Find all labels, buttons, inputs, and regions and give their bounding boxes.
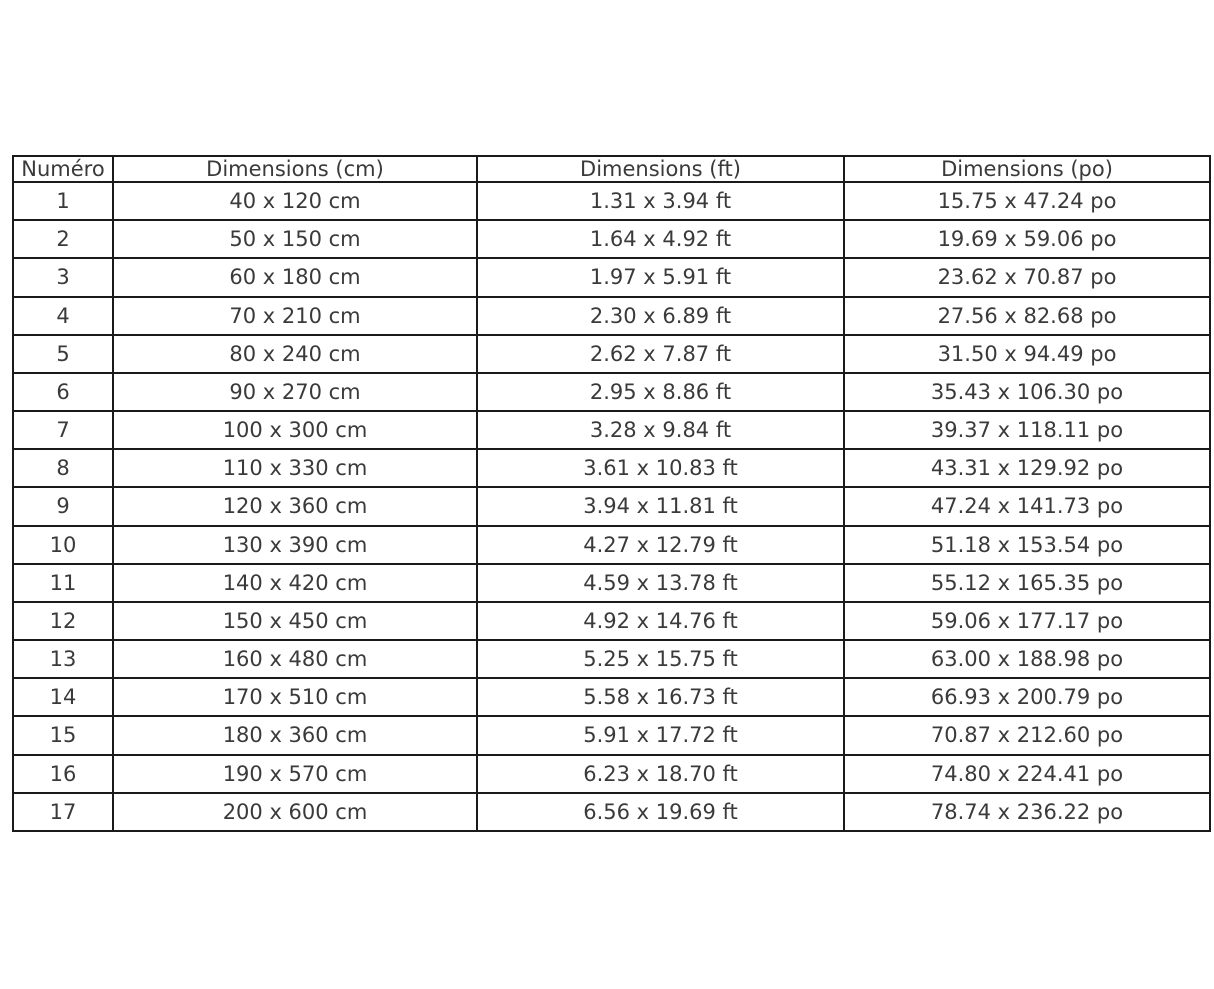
table-cell: 4 [13,297,113,335]
table-cell: 1 [13,182,113,220]
table-cell: 59.06 x 177.17 po [844,602,1210,640]
table-cell: 17 [13,793,113,831]
table-cell: 70.87 x 212.60 po [844,716,1210,754]
table-row [13,793,1210,831]
table-row [13,335,1210,373]
header-cell: Dimensions (po) [844,156,1210,182]
table-cell: 15 [13,716,113,754]
table-cell: 100 x 300 cm [113,411,477,449]
table-cell: 200 x 600 cm [113,793,477,831]
table-cell: 6.23 x 18.70 ft [477,755,844,793]
table-cell: 3.94 x 11.81 ft [477,487,844,525]
table-row [13,373,1210,411]
table-row [13,297,1210,335]
table-cell: 63.00 x 188.98 po [844,640,1210,678]
table-row [13,755,1210,793]
table-cell: 70 x 210 cm [113,297,477,335]
table-cell: 78.74 x 236.22 po [844,793,1210,831]
table-cell: 1.64 x 4.92 ft [477,220,844,258]
table-row [13,411,1210,449]
header-cell: Numéro [13,156,113,182]
table-row [13,220,1210,258]
table-cell: 120 x 360 cm [113,487,477,525]
table-row [13,678,1210,716]
table-cell: 5.25 x 15.75 ft [477,640,844,678]
header-cell: Dimensions (cm) [113,156,477,182]
table-cell: 80 x 240 cm [113,335,477,373]
table-cell: 13 [13,640,113,678]
table-header [13,156,1210,182]
table-cell: 170 x 510 cm [113,678,477,716]
header-row [13,156,1210,182]
table-row [13,487,1210,525]
table-cell: 7 [13,411,113,449]
table-cell: 23.62 x 70.87 po [844,258,1210,296]
table-cell: 4.27 x 12.79 ft [477,526,844,564]
table-cell: 4.92 x 14.76 ft [477,602,844,640]
table-cell: 1.97 x 5.91 ft [477,258,844,296]
table-cell: 51.18 x 153.54 po [844,526,1210,564]
table-cell: 140 x 420 cm [113,564,477,602]
table-cell: 5 [13,335,113,373]
table-cell: 35.43 x 106.30 po [844,373,1210,411]
table-cell: 27.56 x 82.68 po [844,297,1210,335]
table-cell: 14 [13,678,113,716]
table-cell: 4.59 x 13.78 ft [477,564,844,602]
table-cell: 5.91 x 17.72 ft [477,716,844,754]
table-row [13,258,1210,296]
table-row [13,716,1210,754]
table-cell: 60 x 180 cm [113,258,477,296]
table-row [13,449,1210,487]
table-cell: 66.93 x 200.79 po [844,678,1210,716]
table-cell: 11 [13,564,113,602]
table-cell: 110 x 330 cm [113,449,477,487]
table-cell: 40 x 120 cm [113,182,477,220]
table-cell: 190 x 570 cm [113,755,477,793]
table-cell: 3.28 x 9.84 ft [477,411,844,449]
table-body [13,182,1210,831]
table-row [13,564,1210,602]
table-cell: 6.56 x 19.69 ft [477,793,844,831]
table-cell: 2.62 x 7.87 ft [477,335,844,373]
table-row [13,182,1210,220]
table-cell: 180 x 360 cm [113,716,477,754]
table-cell: 130 x 390 cm [113,526,477,564]
table-cell: 5.58 x 16.73 ft [477,678,844,716]
table-row [13,640,1210,678]
table-cell: 16 [13,755,113,793]
table-cell: 160 x 480 cm [113,640,477,678]
table-cell: 43.31 x 129.92 po [844,449,1210,487]
header-cell: Dimensions (ft) [477,156,844,182]
table-cell: 1.31 x 3.94 ft [477,182,844,220]
table-cell: 55.12 x 165.35 po [844,564,1210,602]
table-row [13,602,1210,640]
table-cell: 15.75 x 47.24 po [844,182,1210,220]
table-cell: 31.50 x 94.49 po [844,335,1210,373]
table-cell: 47.24 x 141.73 po [844,487,1210,525]
table-cell: 19.69 x 59.06 po [844,220,1210,258]
table-cell: 12 [13,602,113,640]
table-row [13,526,1210,564]
dimensions-table [12,155,1211,832]
table-cell: 2 [13,220,113,258]
table-cell: 9 [13,487,113,525]
table-cell: 10 [13,526,113,564]
table-cell: 2.30 x 6.89 ft [477,297,844,335]
table-cell: 6 [13,373,113,411]
table-cell: 3 [13,258,113,296]
table-cell: 50 x 150 cm [113,220,477,258]
table-cell: 74.80 x 224.41 po [844,755,1210,793]
table-cell: 150 x 450 cm [113,602,477,640]
table-cell: 39.37 x 118.11 po [844,411,1210,449]
table-cell: 90 x 270 cm [113,373,477,411]
table-cell: 3.61 x 10.83 ft [477,449,844,487]
table-cell: 2.95 x 8.86 ft [477,373,844,411]
table-cell: 8 [13,449,113,487]
